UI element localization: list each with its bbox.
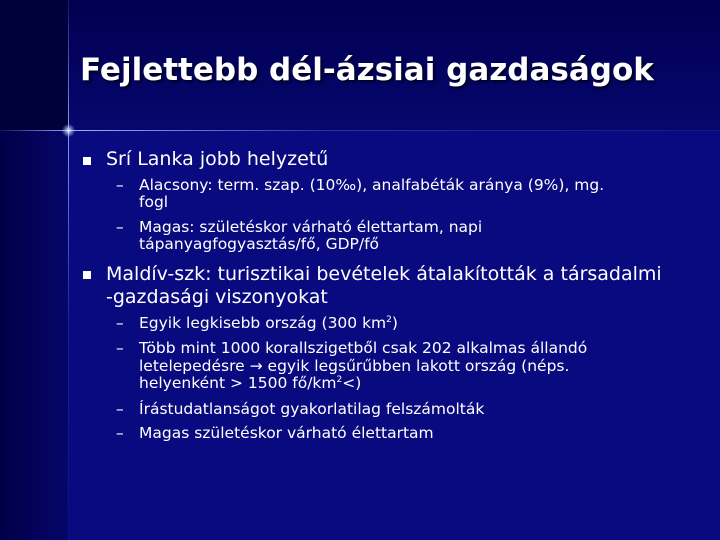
- dash-icon: –: [116, 218, 124, 236]
- subitem-1-2-line-2: tápanyagfogyasztás/fő, GDP/fő: [139, 235, 380, 253]
- dash-icon: –: [116, 176, 124, 194]
- arrow-right-icon: →: [249, 357, 263, 375]
- slide-title: Fejlettebb dél-ázsiai gazdaságok: [80, 52, 654, 88]
- dash-icon: –: [116, 339, 124, 357]
- subitem-2-2-line-3: helyenként > 1500 $fő/km^2<$): [139, 374, 362, 392]
- decorative-spark: [62, 124, 75, 137]
- background-corner: [0, 0, 68, 130]
- square-bullet-icon: [83, 157, 91, 165]
- decorative-horizontal-line: [0, 130, 720, 131]
- decorative-vertical-line: [68, 0, 69, 540]
- dash-icon: –: [116, 314, 124, 332]
- subitem-1-1-line-2: fogl: [139, 193, 169, 211]
- dash-icon: –: [116, 424, 124, 442]
- subitem-2-3-line-1: Írástudatlanságot gyakorlatilag felszámolták: [139, 400, 485, 418]
- subitem-2-4-line-1: Magas születéskor várható élettartam: [139, 424, 434, 442]
- bullet-text-2-line-2: -gazdasági viszonyokat: [106, 286, 328, 308]
- bullet-text-1: Srí Lanka jobb helyzetű: [106, 148, 329, 170]
- subitem-1-1-line-1: Alacsony: term. szap. (10‰), analfabéták aránya (9%), mg.: [139, 176, 605, 194]
- square-bullet-icon: [83, 271, 91, 279]
- dash-icon: –: [116, 400, 124, 418]
- subitem-1-2-line-1: Magas: születéskor várható élettartam, napi: [139, 218, 483, 236]
- bullet-text-2-line-1: Maldív-szk: turisztikai bevételek átalakították a társadalmi: [106, 263, 662, 285]
- subitem-2-2-line-1: Több mint 1000 korallszigetből csak 202 alkalmas állandó: [139, 339, 588, 357]
- subitem-2-1-line-1: Egyik legkisebb ország (300 $km^2$): [139, 314, 398, 332]
- subitem-2-2-line-2: letelepedésre → egyik legsűrűbben lakott ország (néps.: [139, 357, 570, 375]
